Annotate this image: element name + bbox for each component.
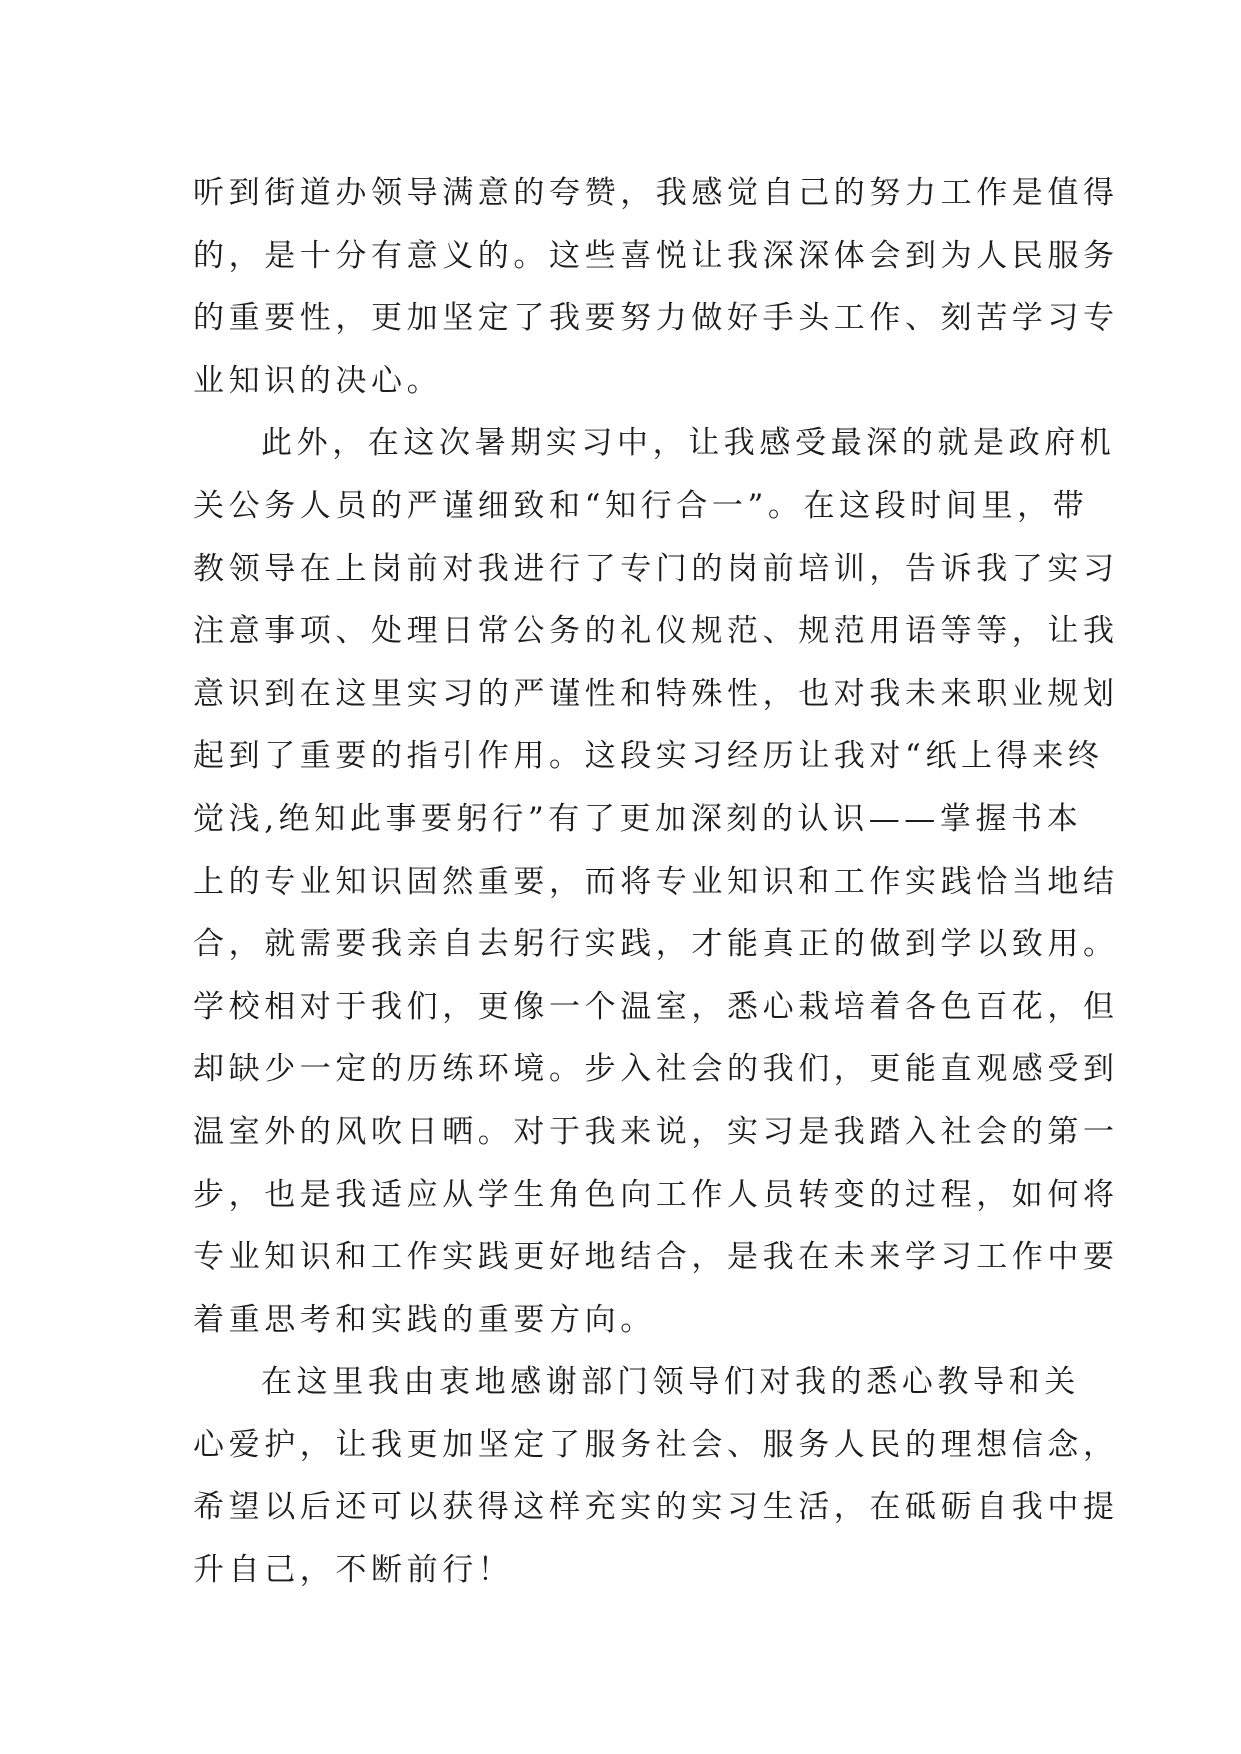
text-line: 觉浅,绝知此事要躬行”有了更加深刻的认识——掌握书本 bbox=[193, 800, 1083, 837]
text-line: 着重思考和实践的重要方向。 bbox=[193, 1301, 656, 1338]
text-line: 教领导在上岗前对我进行了专门的岗前培训，告诉我了实习 bbox=[193, 550, 1119, 587]
text-line: 希望以后还可以获得这样充实的实习生活，在砥砺自我中提 bbox=[193, 1489, 1119, 1526]
paragraph-3 bbox=[193, 1351, 1119, 1601]
text-line: 上的专业知识固然重要，而将专业知识和工作实践恰当地结 bbox=[193, 863, 1119, 900]
text-line: 关公务人员的严谨细致和“知行合一”。在这段时间里，带 bbox=[193, 487, 1089, 524]
text-line: 步，也是我适应从学生角色向工作人员转变的过程，如何将 bbox=[193, 1176, 1119, 1213]
text-line: 意识到在这里实习的严谨性和特殊性，也对我未来职业规划 bbox=[193, 675, 1119, 712]
text-line: 听到街道办领导满意的夸赞，我感觉自己的努力工作是值得 bbox=[193, 175, 1119, 211]
text-line: 的，是十分有意义的。这些喜悦让我深深体会到为人民服务 bbox=[193, 237, 1119, 274]
text-line: 心爱护，让我更加坚定了服务社会、服务人民的理想信念， bbox=[193, 1426, 1119, 1463]
text-line: 合，就需要我亲自去躬行实践，才能真正的做到学以致用。 bbox=[193, 926, 1119, 963]
paragraph-1 bbox=[193, 162, 1119, 412]
text-line: 学校相对于我们，更像一个温室，悉心栽培着各色百花，但 bbox=[193, 988, 1119, 1025]
paragraph-2 bbox=[193, 412, 1119, 1351]
text-line: 的重要性，更加坚定了我要努力做好手头工作、刻苦学习专 bbox=[193, 300, 1119, 337]
document-body bbox=[193, 162, 1119, 1602]
text-line: 温室外的风吹日晒。对于我来说，实习是我踏入社会的第一 bbox=[193, 1113, 1119, 1150]
text-line: 起到了重要的指引作用。这段实习经历让我对“纸上得来终 bbox=[193, 738, 1104, 775]
text-line: 在这里我由衷地感谢部门领导们对我的悉心教导和关 bbox=[261, 1364, 1080, 1401]
text-line: 专业知识和工作实践更好地结合，是我在未来学习工作中要 bbox=[193, 1239, 1119, 1276]
text-line: 此外，在这次暑期实习中，让我感受最深的就是政府机 bbox=[261, 425, 1116, 462]
text-line: 却缺少一定的历练环境。步入社会的我们，更能直观感受到 bbox=[193, 1051, 1119, 1088]
text-line: 注意事项、处理日常公务的礼仪规范、规范用语等等，让我 bbox=[193, 613, 1119, 650]
text-line: 升自己，不断前行！ bbox=[193, 1552, 514, 1589]
text-line: 业知识的决心。 bbox=[193, 362, 443, 399]
